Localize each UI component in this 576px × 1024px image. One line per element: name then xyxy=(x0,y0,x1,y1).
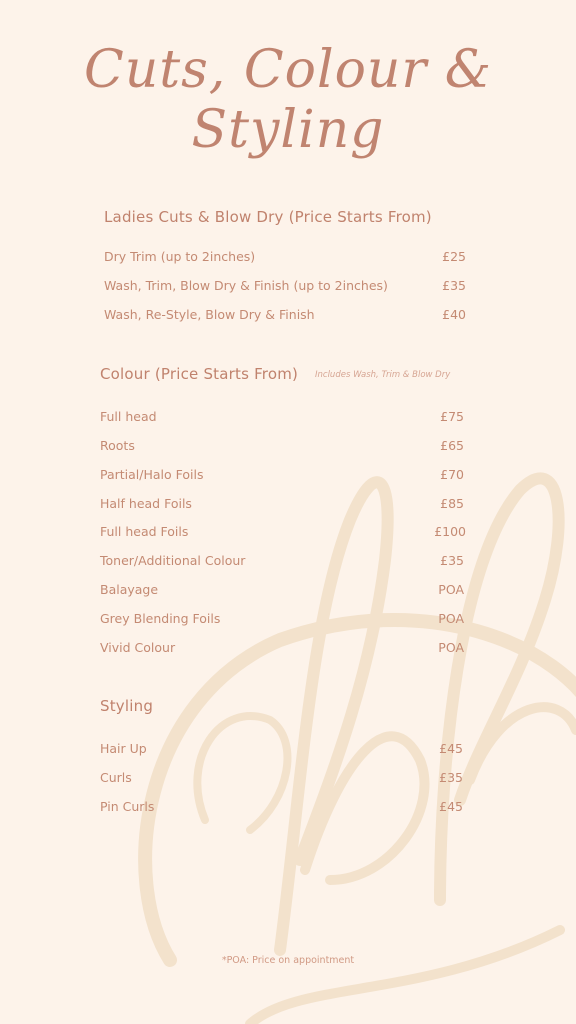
service-label: Pin Curls xyxy=(100,799,155,814)
section-title-ladies-cuts: Ladies Cuts & Blow Dry (Price Starts From) xyxy=(104,208,432,226)
section-note: Includes Wash, Trim & Blow Dry xyxy=(315,370,451,380)
service-price: £85 xyxy=(440,496,464,511)
service-price: £35 xyxy=(442,278,466,293)
service-price: £70 xyxy=(440,467,464,482)
service-label: Partial/Halo Foils xyxy=(100,467,204,482)
service-price: £45 xyxy=(439,741,463,756)
service-label: Toner/Additional Colour xyxy=(100,553,246,568)
service-price: £35 xyxy=(440,553,464,568)
service-label: Roots xyxy=(100,438,135,453)
service-label: Half head Foils xyxy=(100,496,192,511)
service-price: £100 xyxy=(434,524,466,539)
service-price: £40 xyxy=(442,307,466,322)
service-label: Wash, Re-Style, Blow Dry & Finish xyxy=(104,307,315,322)
service-price: £75 xyxy=(440,409,464,424)
service-label: Grey Blending Foils xyxy=(100,611,221,626)
service-price: POA xyxy=(438,582,464,597)
service-price: POA xyxy=(438,640,464,655)
service-label: Full head Foils xyxy=(100,524,189,539)
service-label: Dry Trim (up to 2inches) xyxy=(104,249,256,264)
service-price: POA xyxy=(438,611,464,626)
page-title: Cuts, Colour & Styling xyxy=(83,40,493,160)
service-price: £35 xyxy=(439,770,463,785)
service-price: £25 xyxy=(442,249,466,264)
service-label: Balayage xyxy=(100,582,159,597)
service-label: Wash, Trim, Blow Dry & Finish (up to 2inches) xyxy=(104,278,388,293)
service-label: Curls xyxy=(100,770,132,785)
service-label: Full head xyxy=(100,409,157,424)
service-label: Vivid Colour xyxy=(100,640,176,655)
service-price: £65 xyxy=(440,438,464,453)
poa-footnote: *POA: Price on appointment xyxy=(221,955,355,966)
section-title-styling: Styling xyxy=(100,697,154,715)
service-label: Hair Up xyxy=(100,741,147,756)
section-title-colour: Colour (Price Starts From) xyxy=(100,365,299,383)
service-price: £45 xyxy=(439,799,463,814)
